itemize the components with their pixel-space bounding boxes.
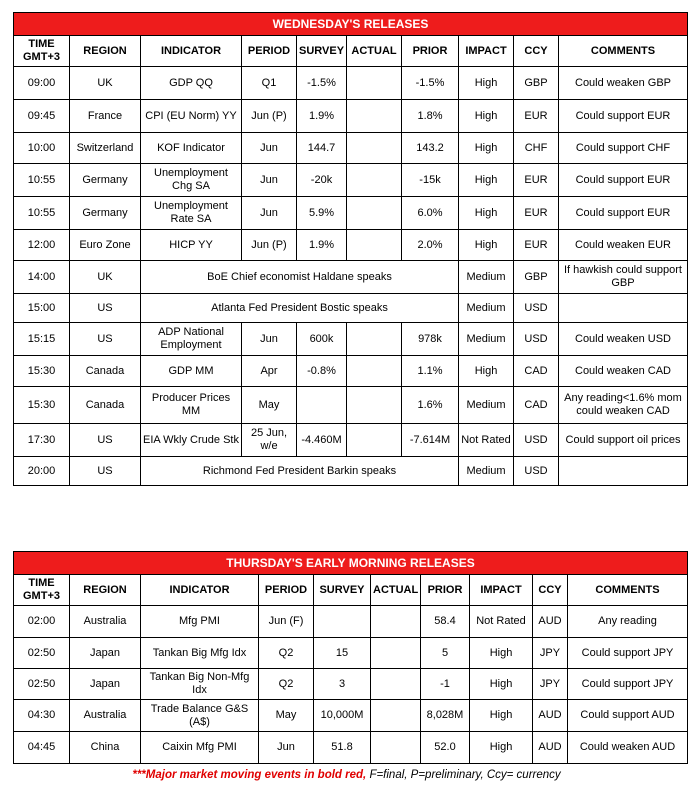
col-prior: PRIOR	[421, 575, 470, 606]
cell-indicator: Caixin Mfg PMI	[141, 732, 259, 764]
cell-prior: -7.614M	[402, 424, 459, 457]
cell-time: 09:45	[14, 100, 70, 133]
cell-survey	[314, 606, 371, 638]
cell-impact: Medium	[459, 294, 514, 323]
cell-survey: 1.9%	[297, 230, 347, 261]
cell-impact: High	[459, 100, 514, 133]
cell-impact: High	[459, 67, 514, 100]
cell-time: 10:55	[14, 164, 70, 197]
cell-survey: 10,000M	[314, 700, 371, 732]
col-survey: SURVEY	[314, 575, 371, 606]
cell-period: Q2	[259, 638, 314, 669]
cell-prior: 6.0%	[402, 197, 459, 230]
wednesday-rows	[14, 67, 688, 486]
cell-ccy: AUD	[533, 606, 568, 638]
cell-ccy: CHF	[514, 133, 559, 164]
cell-ccy: JPY	[533, 669, 568, 700]
cell-period: Jun	[242, 197, 297, 230]
cell-survey: 600k	[297, 323, 347, 356]
table-row	[14, 606, 688, 638]
cell-region: Germany	[70, 197, 141, 230]
cell-time: 02:50	[14, 638, 70, 669]
cell-indicator: Atlanta Fed President Bostic speaks	[141, 294, 459, 323]
cell-prior: 58.4	[421, 606, 470, 638]
cell-ccy: EUR	[514, 230, 559, 261]
col-time: TIME GMT+3	[14, 575, 70, 606]
table-row	[14, 133, 688, 164]
col-period: PERIOD	[259, 575, 314, 606]
section-title: THURSDAY'S EARLY MORNING RELEASES	[14, 552, 688, 575]
col-impact: IMPACT	[459, 36, 514, 67]
cell-time: 12:00	[14, 230, 70, 261]
cell-ccy: GBP	[514, 67, 559, 100]
cell-comments: Could support oil prices	[559, 424, 688, 457]
col-actual: ACTUAL	[347, 36, 402, 67]
thursday-releases-table	[13, 551, 688, 764]
cell-region: Euro Zone	[70, 230, 141, 261]
cell-impact: High	[470, 638, 533, 669]
col-region: REGION	[70, 36, 141, 67]
cell-ccy: EUR	[514, 197, 559, 230]
cell-prior: 8,028M	[421, 700, 470, 732]
cell-comments: Could support EUR	[559, 164, 688, 197]
cell-actual	[347, 356, 402, 387]
cell-time: 14:00	[14, 261, 70, 294]
cell-prior: -1	[421, 669, 470, 700]
col-prior: PRIOR	[402, 36, 459, 67]
table-row	[14, 230, 688, 261]
cell-time: 09:00	[14, 67, 70, 100]
cell-indicator: ADP National Employment	[141, 323, 242, 356]
cell-period: Q2	[259, 669, 314, 700]
cell-time: 10:55	[14, 197, 70, 230]
header-row	[14, 575, 688, 606]
table-row	[14, 638, 688, 669]
cell-indicator: Richmond Fed President Barkin speaks	[141, 457, 459, 486]
col-period: PERIOD	[242, 36, 297, 67]
col-region: REGION	[70, 575, 141, 606]
cell-prior: 2.0%	[402, 230, 459, 261]
cell-period: 25 Jun, w/e	[242, 424, 297, 457]
cell-actual	[347, 164, 402, 197]
cell-survey: -0.8%	[297, 356, 347, 387]
cell-comments: Could weaken CAD	[559, 356, 688, 387]
cell-indicator: GDP QQ	[141, 67, 242, 100]
cell-impact: High	[459, 356, 514, 387]
cell-comments	[559, 294, 688, 323]
cell-prior: 978k	[402, 323, 459, 356]
cell-period: Jun	[242, 323, 297, 356]
cell-region: France	[70, 100, 141, 133]
cell-comments: Could weaken AUD	[568, 732, 688, 764]
cell-impact: Medium	[459, 457, 514, 486]
cell-survey: -1.5%	[297, 67, 347, 100]
col-comments: COMMENTS	[559, 36, 688, 67]
table-row	[14, 732, 688, 764]
cell-ccy: GBP	[514, 261, 559, 294]
cell-period: Jun	[242, 164, 297, 197]
cell-actual	[347, 424, 402, 457]
cell-prior: 1.8%	[402, 100, 459, 133]
cell-ccy: AUD	[533, 732, 568, 764]
cell-impact: Not Rated	[459, 424, 514, 457]
col-comments: COMMENTS	[568, 575, 688, 606]
cell-actual	[371, 606, 421, 638]
cell-indicator: Tankan Big Non-Mfg Idx	[141, 669, 259, 700]
cell-region: US	[70, 323, 141, 356]
cell-comments: Could weaken EUR	[559, 230, 688, 261]
cell-time: 15:30	[14, 387, 70, 424]
wednesday-releases-table	[13, 12, 688, 486]
cell-survey: 51.8	[314, 732, 371, 764]
cell-survey: 144.7	[297, 133, 347, 164]
cell-time: 04:30	[14, 700, 70, 732]
table-row	[14, 100, 688, 133]
cell-indicator: Mfg PMI	[141, 606, 259, 638]
cell-comments: Could weaken GBP	[559, 67, 688, 100]
cell-indicator: HICP YY	[141, 230, 242, 261]
cell-time: 04:45	[14, 732, 70, 764]
cell-region: Japan	[70, 669, 141, 700]
cell-actual	[347, 387, 402, 424]
cell-survey: 3	[314, 669, 371, 700]
cell-time: 15:15	[14, 323, 70, 356]
cell-indicator: KOF Indicator	[141, 133, 242, 164]
cell-ccy: USD	[514, 294, 559, 323]
cell-actual	[371, 700, 421, 732]
table-row	[14, 700, 688, 732]
cell-impact: Not Rated	[470, 606, 533, 638]
cell-region: Canada	[70, 387, 141, 424]
cell-comments: Could support JPY	[568, 669, 688, 700]
cell-actual	[347, 323, 402, 356]
cell-actual	[347, 197, 402, 230]
cell-survey: 15	[314, 638, 371, 669]
cell-survey: -4.460M	[297, 424, 347, 457]
footnote	[0, 769, 693, 781]
cell-comments: Could weaken USD	[559, 323, 688, 356]
cell-comments: If hawkish could support GBP	[559, 261, 688, 294]
table-row	[14, 67, 688, 100]
col-survey: SURVEY	[297, 36, 347, 67]
cell-impact: High	[459, 197, 514, 230]
cell-indicator: CPI (EU Norm) YY	[141, 100, 242, 133]
cell-region: Japan	[70, 638, 141, 669]
cell-survey: 5.9%	[297, 197, 347, 230]
cell-prior: 52.0	[421, 732, 470, 764]
cell-time: 02:50	[14, 669, 70, 700]
cell-region: Australia	[70, 606, 141, 638]
cell-period: Apr	[242, 356, 297, 387]
footnote-legend: F=final, P=preliminary, Ccy= currency	[366, 769, 561, 781]
table-row	[14, 356, 688, 387]
col-ccy: CCY	[533, 575, 568, 606]
cell-impact: High	[470, 669, 533, 700]
cell-time: 17:30	[14, 424, 70, 457]
cell-comments: Any reading	[568, 606, 688, 638]
table-row	[14, 261, 688, 294]
table-row	[14, 294, 688, 323]
cell-time: 15:00	[14, 294, 70, 323]
col-actual: ACTUAL	[371, 575, 421, 606]
cell-ccy: USD	[514, 424, 559, 457]
cell-ccy: EUR	[514, 164, 559, 197]
col-ccy: CCY	[514, 36, 559, 67]
cell-region: UK	[70, 67, 141, 100]
cell-prior: 5	[421, 638, 470, 669]
header-row	[14, 36, 688, 67]
cell-ccy: AUD	[533, 700, 568, 732]
cell-survey	[297, 387, 347, 424]
cell-impact: Medium	[459, 323, 514, 356]
cell-period: Jun	[259, 732, 314, 764]
cell-region: US	[70, 294, 141, 323]
cell-indicator: Tankan Big Mfg Idx	[141, 638, 259, 669]
cell-period: Jun (P)	[242, 100, 297, 133]
cell-ccy: USD	[514, 457, 559, 486]
cell-ccy: USD	[514, 323, 559, 356]
cell-actual	[371, 638, 421, 669]
cell-actual	[347, 230, 402, 261]
cell-indicator: EIA Wkly Crude Stk	[141, 424, 242, 457]
cell-time: 15:30	[14, 356, 70, 387]
cell-time: 02:00	[14, 606, 70, 638]
table-row	[14, 197, 688, 230]
cell-region: Switzerland	[70, 133, 141, 164]
table-row	[14, 457, 688, 486]
cell-period: May	[259, 700, 314, 732]
section-title: WEDNESDAY'S RELEASES	[14, 13, 688, 36]
cell-time: 20:00	[14, 457, 70, 486]
cell-period: Jun (F)	[259, 606, 314, 638]
cell-ccy: JPY	[533, 638, 568, 669]
cell-actual	[347, 133, 402, 164]
cell-indicator: BoE Chief economist Haldane speaks	[141, 261, 459, 294]
cell-ccy: CAD	[514, 387, 559, 424]
cell-indicator: Trade Balance G&S (A$)	[141, 700, 259, 732]
cell-region: Canada	[70, 356, 141, 387]
table-row	[14, 669, 688, 700]
col-indicator: INDICATOR	[141, 575, 259, 606]
cell-actual	[371, 669, 421, 700]
cell-prior: -1.5%	[402, 67, 459, 100]
cell-comments	[559, 457, 688, 486]
cell-impact: High	[459, 230, 514, 261]
cell-comments: Could support EUR	[559, 197, 688, 230]
cell-survey: -20k	[297, 164, 347, 197]
cell-impact: Medium	[459, 387, 514, 424]
cell-region: US	[70, 457, 141, 486]
cell-impact: Medium	[459, 261, 514, 294]
cell-comments: Could support AUD	[568, 700, 688, 732]
table-row	[14, 387, 688, 424]
table-row	[14, 424, 688, 457]
cell-prior: 1.1%	[402, 356, 459, 387]
thursday-rows	[14, 606, 688, 764]
cell-period: Jun	[242, 133, 297, 164]
cell-indicator: Unemployment Rate SA	[141, 197, 242, 230]
cell-comments: Any reading<1.6% mom could weaken CAD	[559, 387, 688, 424]
cell-impact: High	[459, 164, 514, 197]
cell-region: US	[70, 424, 141, 457]
cell-comments: Could support EUR	[559, 100, 688, 133]
cell-period: Jun (P)	[242, 230, 297, 261]
cell-actual	[347, 100, 402, 133]
cell-ccy: CAD	[514, 356, 559, 387]
cell-indicator: Producer Prices MM	[141, 387, 242, 424]
cell-ccy: EUR	[514, 100, 559, 133]
cell-time: 10:00	[14, 133, 70, 164]
cell-region: China	[70, 732, 141, 764]
col-time: TIME GMT+3	[14, 36, 70, 67]
cell-impact: High	[459, 133, 514, 164]
cell-prior: 143.2	[402, 133, 459, 164]
cell-period: Q1	[242, 67, 297, 100]
cell-prior: -15k	[402, 164, 459, 197]
cell-actual	[347, 67, 402, 100]
cell-impact: High	[470, 700, 533, 732]
cell-survey: 1.9%	[297, 100, 347, 133]
cell-region: Germany	[70, 164, 141, 197]
table-row	[14, 323, 688, 356]
footnote-highlight: ***Major market moving events in bold red,	[132, 769, 367, 781]
cell-impact: High	[470, 732, 533, 764]
cell-indicator: Unemployment Chg SA	[141, 164, 242, 197]
table-row	[14, 164, 688, 197]
cell-indicator: GDP MM	[141, 356, 242, 387]
col-impact: IMPACT	[470, 575, 533, 606]
cell-comments: Could support CHF	[559, 133, 688, 164]
cell-actual	[371, 732, 421, 764]
cell-prior: 1.6%	[402, 387, 459, 424]
cell-region: UK	[70, 261, 141, 294]
cell-region: Australia	[70, 700, 141, 732]
cell-period: May	[242, 387, 297, 424]
col-indicator: INDICATOR	[141, 36, 242, 67]
cell-comments: Could support JPY	[568, 638, 688, 669]
